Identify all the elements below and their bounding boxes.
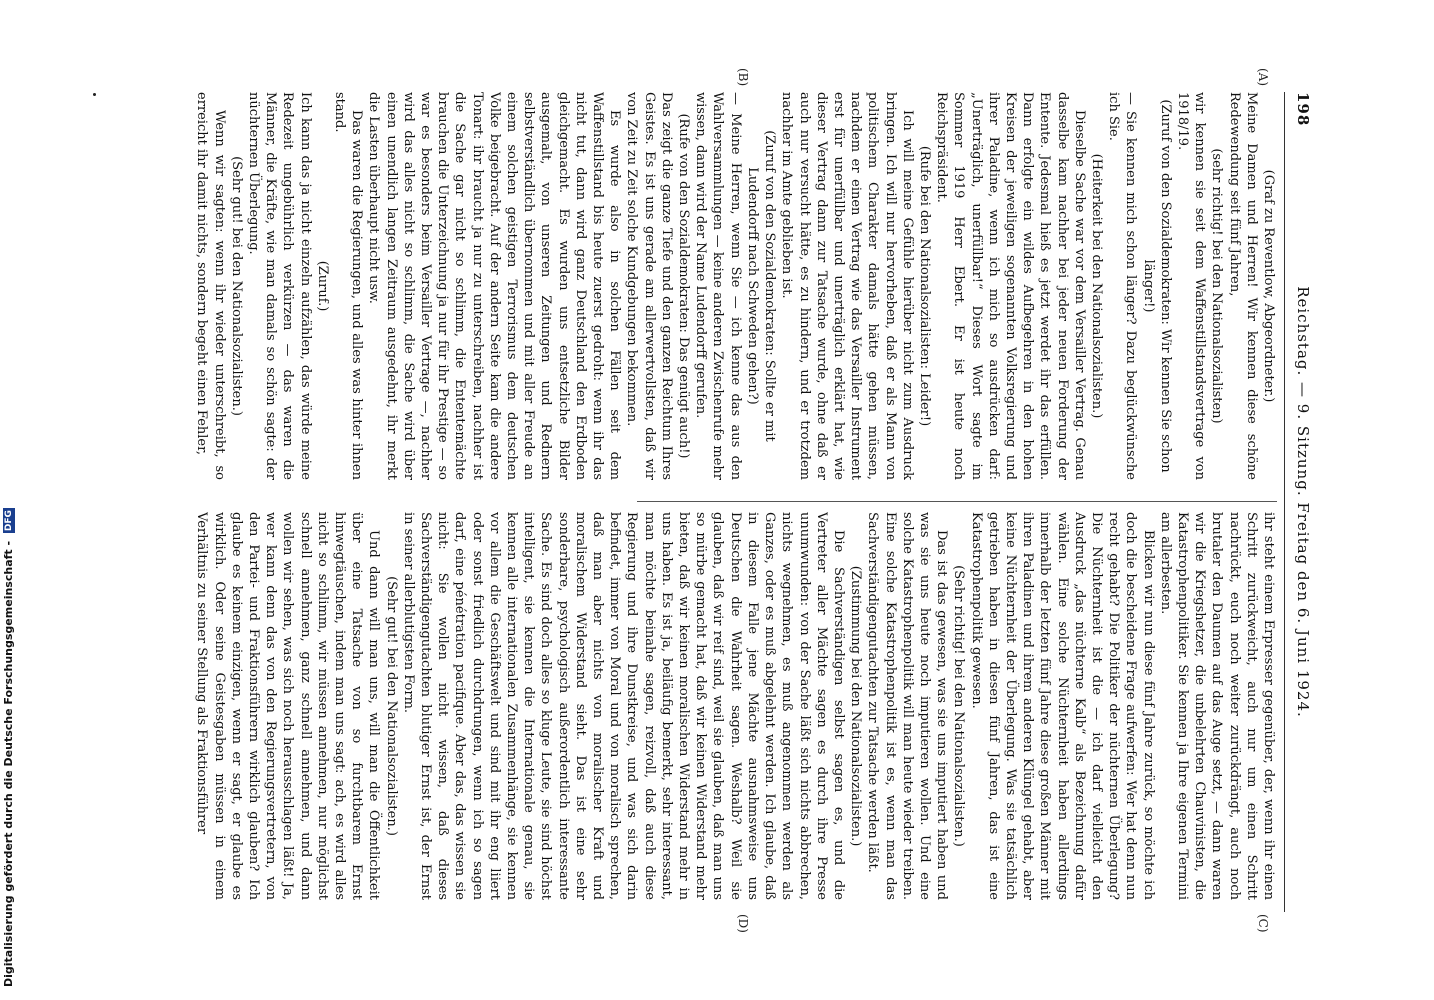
scan-speck: [93, 93, 96, 96]
header-rule: [1284, 92, 1285, 912]
interjection: (Sehr richtig! bei den Nationalsozialisten.): [951, 565, 967, 847]
interjection: (Zuruf.): [314, 260, 330, 312]
page-header: [1289, 92, 1311, 912]
margin-marker-c: (C): [1256, 914, 1270, 933]
paragraph: Blicken wir nun diese fünf Jahre zurück, so möchte ich doch die bescheidene Frage aufwerfen: Wer hat denn nun recht gehabt? Die Politiker der nüchternen Überlegung? Die Nüchternheit ist die — ich darf vielleicht den Ausdruck „das nüchterne Kalb“ als Bezeichnung dafür wählen. Eine solche Nüchternheit haben allerdings innerhalb der letzten fünf Jahre diese großen Männer mit ihren Paladinen und ihrem anderen Klüngel gehabt, aber keine Nüchternheit der Überlegung. Was sie tatsächlich getrieben haben in diesen fünf Jahren, das ist eine Katastrophenpolitik gewesen.: [968, 512, 1156, 900]
margin-marker-a: (A): [1256, 68, 1270, 87]
interjection: (Rufe von den Sozialdemokraten: Das genügt auch!): [676, 113, 692, 459]
paragraph: — Meine Herren, wenn Sie — ich kenne das aus den Wahlversammlungen — keine anderen Zwischenrufe mehr wissen, dann wird der Name Ludendorff gerufen.: [693, 92, 743, 480]
interjection: (Zuruf von den Sozialdemokraten: Wir kennen Sie schon länger!): [1140, 99, 1173, 473]
paragraph: — Sie kennen mich schon länger? Dazu beglückwünsche ich Sie.: [1106, 92, 1139, 480]
margin-marker-b: (B): [736, 68, 750, 87]
digitization-credit: [2, 510, 18, 987]
interjection: (Heiterkeit bei den Nationalsozialisten.): [1088, 153, 1104, 419]
paragraph: Das waren die Regierungen, und alles was hinter ihnen stand.: [332, 92, 365, 480]
page-number: 198: [1294, 92, 1312, 127]
interjection: (Rufe bei den Nationalsozialisten: Leider!): [916, 145, 932, 427]
paragraph: Meine Damen und Herren! Wir kennen diese schöne Redewendung seit fünf Jahren,: [1226, 92, 1259, 480]
paragraph: ihr steht einem Erpresser gegenüber, der, wenn ihr einen Schritt zurückweicht, auch nur um einen Schritt nachrückt, euch noch weiter zurückdrängt, auch noch brutaler den Daumen auf das Auge setzt, — dann waren wir die Kriegshetzer, die unbelehrten Chauvinisten, die Katastrophenpolitiker. Sie kennen ja Ihre eigenen Termini am allerbesten.: [1157, 512, 1276, 900]
paragraph: wir kennen sie seit dem Waffenstillstandsvertrage von 1918/19.: [1174, 92, 1208, 480]
document-page: [111, 68, 1312, 933]
paragraph: Und dann will man uns, will man die Öffentlichkeit über eine Tatsache von so furchtbarem Ernst hinwegtäuschen, indem man uns sagt: ach, es wird alles nicht so schlimm, wir müssen annehmen, nur möglichst schnell annehmen, ganz schnell annehmen, und dann wollen wir sehen, was sich noch herausschlagen läßt! Ja, wer kann denn das von den Regierungsvertretern, von den Partei- und Fraktionsführern wirklich glauben? Ich glaube es keinem einzigen, wenn er sagt, er glaube es wirklich. Oder seine Geistesgaben müssen in einem Verhältnis zu seiner Stellung als Fraktionsführer: [194, 512, 382, 900]
right-column: [127, 512, 1277, 900]
interjection: (Graf zu Reventlow, Abgeordneter.): [1261, 169, 1276, 403]
interjection: (sehr richtig! bei den Nationalsozialisten): [1209, 148, 1225, 424]
paragraph: Ich kann das ja nicht einzeln aufzählen, das würde meine Redezeit ungebührlich verkürzen — das waren die Männer, die Kräfte, wie man damals so schön sagte: der nüchternen Überlegung.: [246, 92, 313, 480]
paragraph: Die Sachverständigen selbst sagen es, und die Vertreter aller Mächte sagen es durch ihre Presse unumwunden: von der Sache läßt sich nichts abbrechen, nichts wegnehmen, es muß angenommen werden als Ganzes, oder es muß abgelehnt werden. Ich glaube, daß in diesem Falle jene Mächte ausnahmsweise uns Deutschen die Wahrheit sagen. Weshalb? Weil sie glauben, daß wir reif sind, weil sie glauben, daß man uns so mürbe gemacht hat, daß wir keinen Widerstand mehr bieten, daß wir keinen moralischen Widerstand mehr in uns haben. Es ist ja, beiläufig bemerkt, sehr interessant, man möchte beinahe sagen, reizvoll, daß auch diese Regierung und ihre Dunstkreise, und was sich darin befindet, immer von Moral und von moralisch sprechen, daß man aber nichts von moralischer Kraft und moralischem Widerstand sieht. Das ist eine sehr sonderbare, psychologisch außerordentlich interessante Sache. Es sind doch alles so kluge Leute, sie sind höchst intelligent, sie kennen die Internationale genau, sie kennen alle internationalen Zusammenhänge, sie kennen vor allem die Geschäftswelt und sind mit ihr eng liiert oder sonst friedlich durchdrungen, wenn ich so sagen darf, eine pénétration pacifique. Aber das, das wissen sie nicht: Sie wollen nicht wissen, daß dieses Sachverständigengutachten blutiger Ernst ist, der Ernst in seiner allerblutigsten Form.: [400, 512, 846, 900]
paragraph: Es wurde also in solchen Fällen seit dem Waffenstillstand bis heute zuerst gedroht: wenn ihr das nicht tut, dann wird ganz Deutschland den Erdboden gleichgemacht. Es wurden uns entsetzliche Bilder ausgemalt, von unseren Zeitungen und Rednern selbstverständlich übernommen und mit aller Freude an einem solchen geistigen Terrorismus dem deutschen Volke beigebracht. Auf der andern Seite kam die andere Tonart: ihr braucht ja nur zu unterschreiben, nachher ist die Sache gar nicht so schlimm, die Ententemächte brauchen die Unterzeichnung ja nur für ihr Prestige — so war es besonders beim Versailler Vertrage —, nachher wird das alles nicht so schlimm, die Sache wird über einen unendlich langen Zeitraum ausgedehnt, ihr merkt die Lasten überhaupt nicht usw.: [366, 92, 623, 480]
dfg-logo: DFG: [4, 510, 14, 532]
paragraph: Dieselbe Sache war vor dem Versailler Vertrag. Genau dasselbe kam nachher bei jeder neuen Forderung der Entente. Jedesmal hieß es jetzt werdet ihr das erfüllen. Dann erfolgte ein wildes Aufbegehren in den hohen Kreisen der jeweiligen sogenannten Volksregierung und ihrer Paladine, wenn ich mich so ausdrücken darf: „Unerträglich, unerfüllbar!“ Dieses Wort sagte im Sommer 1919 Herr Ebert. Er ist heute noch Reichspräsident.: [934, 92, 1087, 480]
left-column: [127, 92, 1277, 480]
column-divider: [637, 501, 1277, 502]
page-title: Reichstag. — 9. Sitzung. Freitag den 6. Juni 1924.: [1294, 286, 1312, 718]
paragraph: Das zeigt die ganze Tiefe und den ganzen Reichtum Ihres Geistes. Es ist uns gerade am allerwertvollsten, daß wir von Zeit zu Zeit solche Kundgebungen bekommen.: [624, 92, 674, 480]
paragraph: Das ist das gewesen, was sie uns imputiert haben und was sie uns heute noch imputieren wollen. Und eine solche Katastrophenpolitik will man heute wieder treiben. Eine solche Katastrophenpolitik ist es, wenn man das Sachverständigengutachten zur Tatsache werden läßt.: [865, 512, 950, 900]
paragraph: Ich will meine Gefühle hierüber nicht zum Ausdruck bringen. Ich will nur hervorheben, daß er als Mann von politischem Charakter damals hätte gehen müssen, nachdem er einen Vertrag wie das Versailler Instrument erst für unerfüllbar und unerträglich erklärt hat, wie dieser Vertrag dann zur Tatsache wurde, ohne daß er auch nur versucht hätte, es zu hindern, und er trotzdem nachher im Amte geblieben ist.: [779, 92, 915, 480]
interjection: (Sehr gut! bei den Nationalsozialisten.): [383, 576, 399, 836]
credit-text: Digitalisierung gefördert durch die Deutsche Forschungsgemeinschaft -: [2, 540, 15, 987]
paragraph: Wenn wir sagten: wenn ihr wieder unterschreibt, so erreicht ihr damit nichts, sondern begeht einen Fehler,: [194, 92, 227, 480]
margin-marker-d: (D): [736, 914, 750, 933]
interjection: (Sehr gut! bei den Nationalsozialisten.): [228, 156, 244, 416]
interjection: (Zustimmung bei den Nationalsozialisten.): [848, 565, 864, 847]
interjection: (Zuruf von den Sozialdemokraten: Sollte er mit Ludendorff nach Schweden gehen?): [744, 130, 778, 442]
